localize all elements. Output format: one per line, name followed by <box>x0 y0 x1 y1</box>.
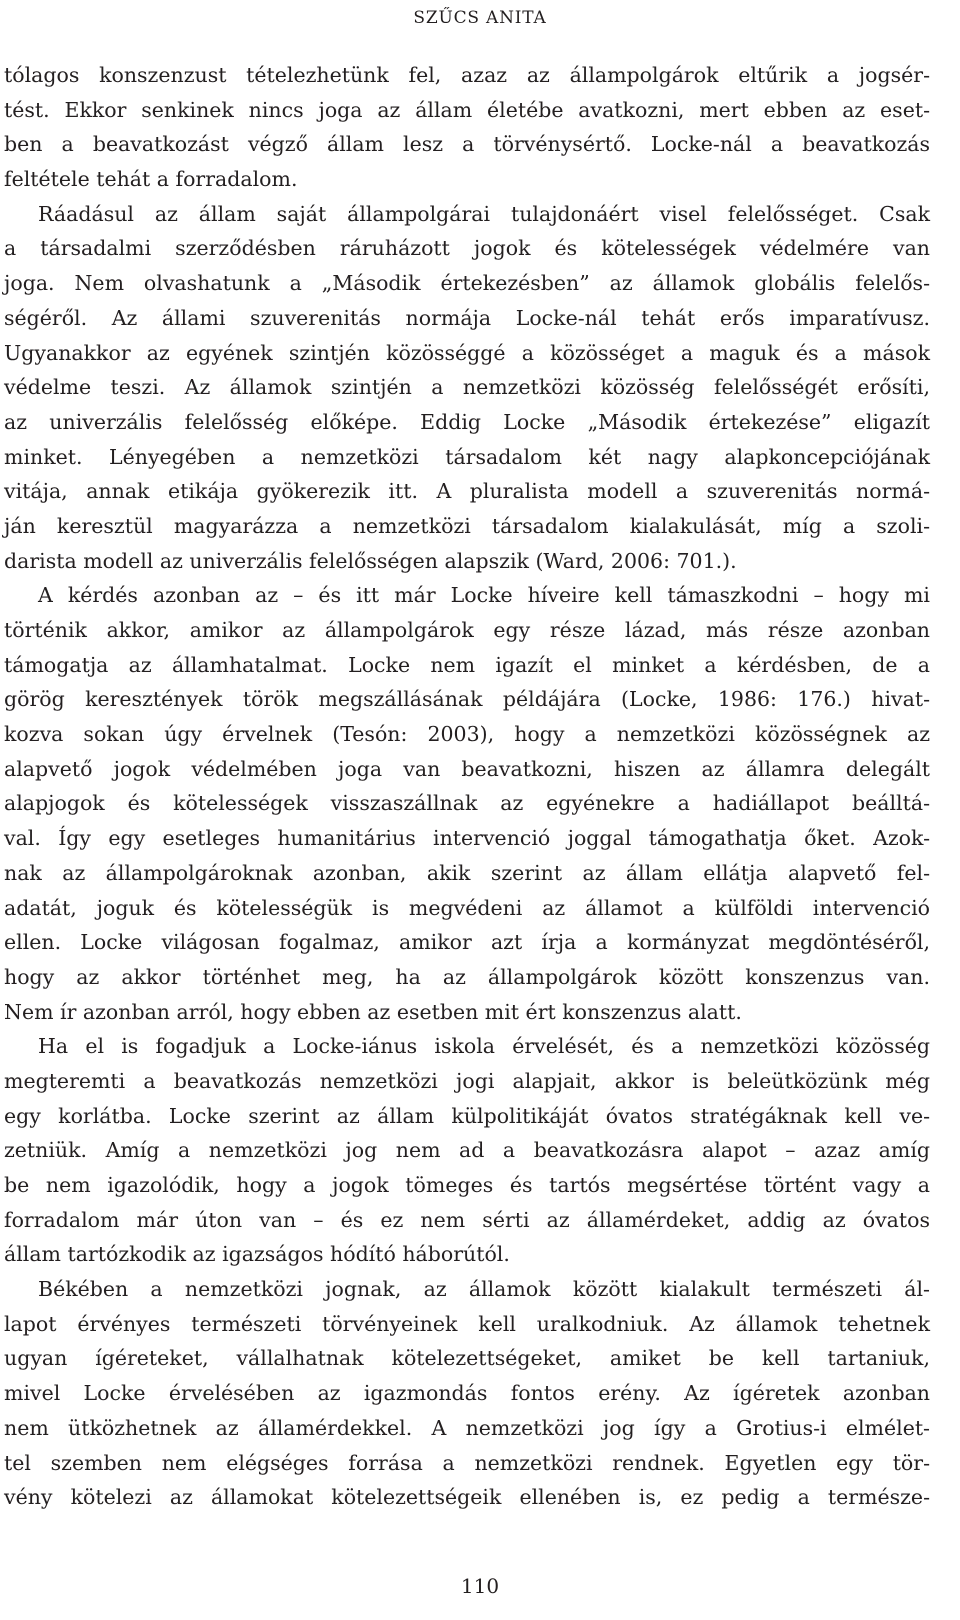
text-line: Békében a nemzetközi jognak, az államok között kialakult természeti ál- <box>38 1277 930 1302</box>
text-line: kozva sokan úgy érvelnek (Tesón: 2003), hogy a nemzetközi közösségnek az <box>4 722 930 747</box>
text-line: nem ütközhetnek az államérdekkel. A nemzetközi jog így a Grotius-i elmélet- <box>4 1415 930 1440</box>
text-line: zetniük. Amíg a nemzetközi jog nem ad a beavatkozásra alapot – azaz amíg <box>4 1138 930 1163</box>
text-line: Ha el is fogadjuk a Locke-iánus iskola érvelését, és a nemzetközi közösség <box>38 1034 930 1059</box>
text-line: ben a beavatkozást végző állam lesz a törvénysértő. Locke-nál a beavatkozás <box>4 132 930 157</box>
text-line: Ugyanakkor az egyének szintjén közösséggé a közösséget a maguk és a mások <box>4 340 930 365</box>
text-line: darista modell az univerzális felelősségen alapszik (Ward, 2006: 701.). <box>4 548 737 573</box>
text-line: alapvető jogok védelmében joga van beavatkozni, hiszen az államra delegált <box>4 756 930 781</box>
text-line: A kérdés azonban az – és itt már Locke híveire kell támaszkodni – hogy mi <box>38 583 930 608</box>
text-line: megteremti a beavatkozás nemzetközi jogi alapjait, akkor is beleütközünk még <box>4 1068 930 1093</box>
text-line: adatát, joguk és kötelességük is megvédeni az államot a külföldi intervenció <box>4 895 930 920</box>
text-line: történik akkor, amikor az állampolgárok egy része lázad, más része azonban <box>4 618 930 642</box>
text-line: joga. Nem olvashatunk a „Második értekezésben” az államok globális felelős- <box>4 271 930 296</box>
text-line: támogatja az államhatalmat. Locke nem igazít el minket a kérdésben, de a <box>4 652 930 677</box>
text-line: a társadalmi szerződésben ráruházott jogok és kötelességek védelmére van <box>4 236 930 261</box>
text-line: görög keresztények török megszállásának példájára (Locke, 1986: 176.) hivat- <box>4 687 930 712</box>
text-line: alapjogok és kötelességek visszaszállnak az egyénekre a hadiállapot beálltá- <box>4 791 930 816</box>
text-line: val. Így egy esetleges humanitárius intervenció joggal támogathatja őket. Azok- <box>4 826 930 851</box>
text-line: vitája, annak etikája gyökerezik itt. A pluralista modell a szuverenitás normá- <box>4 479 930 504</box>
page-number: 110 <box>460 1574 500 1598</box>
text-line: vény kötelezi az államokat kötelezettségeik ellenében is, ez pedig a természe- <box>4 1485 930 1510</box>
text-line: tel szemben nem elégséges forrása a nemzetközi rendnek. Egyetlen egy tör- <box>4 1450 930 1475</box>
text-line: Nem ír azonban arról, hogy ebben az esetben mit ért konszenzus alatt. <box>4 999 742 1024</box>
text-line: védelme teszi. Az államok szintjén a nemzetközi közösség felelősségét erősíti, <box>4 375 930 400</box>
text-line: nak az állampolgároknak azonban, akik szerint az állam ellátja alapvető fel- <box>4 860 930 885</box>
text-line: lapot érvényes természeti törvényeinek kell uralkodniuk. Az államok tehetnek <box>4 1311 930 1336</box>
text-line: forradalom már úton van – és ez nem sérti az államérdeket, addig az óvatos <box>4 1207 930 1232</box>
text-line: állam tartózkodik az igazságos hódító háborútól. <box>4 1242 510 1267</box>
text-line: tést. Ekkor senkinek nincs joga az állam életébe avatkozni, mert ebben az eset- <box>4 97 930 122</box>
text-line: mivel Locke érvelésében az igazmondás fontos erény. Az ígéretek azonban <box>4 1381 930 1406</box>
text-line: egy korlátba. Locke szerint az állam külpolitikáját óvatos stratégáknak kell ve- <box>4 1103 930 1128</box>
text-line: ségéről. Az állami szuverenitás normája Locke-nál tehát erős imparatívusz. <box>4 305 930 330</box>
text-line: ellen. Locke világosan fogalmaz, amikor azt írja a kormányzat megdöntéséről, <box>4 930 930 955</box>
text-line: feltétele tehát a forradalom. <box>4 167 298 192</box>
body-text <box>4 58 930 1515</box>
text-line: be nem igazolódik, hogy a jogok tömeges és tartós megsértése történt vagy a <box>4 1173 930 1197</box>
text-line: tólagos konszenzust tételezhetünk fel, azaz az állampolgárok eltűrik a jogsér- <box>4 63 930 87</box>
text-line: az univerzális felelősség előképe. Eddig Locke „Második értekezése” eligazít <box>4 409 930 434</box>
text-line: Ráadásul az állam saját állampolgárai tulajdonáért visel felelősséget. Csak <box>38 201 930 226</box>
text-line: ugyan ígéreteket, vállalhatnak kötelezettségeket, amiket be kell tartaniuk, <box>4 1346 930 1371</box>
text-line: hogy az akkor történhet meg, ha az állampolgárok között konszenzus van. <box>4 964 930 989</box>
running-head: SZŰCS ANITA <box>413 8 547 28</box>
text-line: minket. Lényegében a nemzetközi társadalom két nagy alapkoncepciójának <box>4 444 930 469</box>
text-line: ján keresztül magyarázza a nemzetközi társadalom kialakulását, míg a szoli- <box>4 513 930 538</box>
